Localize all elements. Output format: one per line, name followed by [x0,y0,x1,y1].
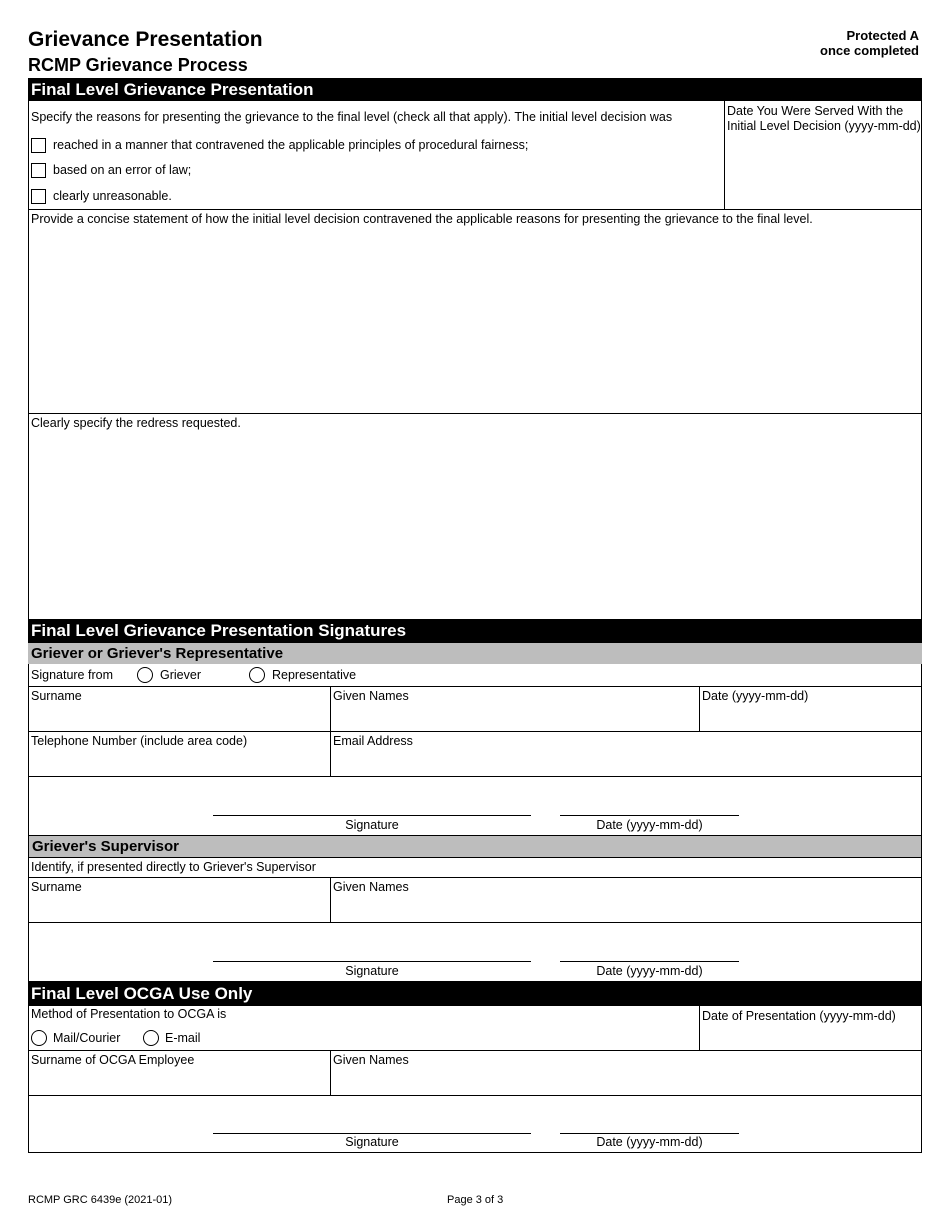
date-label: Date (yyyy-mm-dd) [702,689,809,703]
supervisor-given-names-field[interactable] [331,896,921,921]
surname-label: Surname [31,689,82,703]
checkbox-clearly-unreasonable[interactable] [31,189,46,204]
date-served-label-line-2: Initial Level Decision (yyyy-mm-dd) [727,119,921,133]
protected-line-1: Protected A [846,28,919,43]
email-label: Email Address [333,734,413,748]
supervisor-name-row [28,878,922,923]
date-of-presentation-label: Date of Presentation (yyyy-mm-dd) [702,1009,896,1023]
ocga-name-row [28,1051,922,1096]
supervisor-given-names-label: Given Names [333,880,409,894]
signature-label: Signature [345,818,399,832]
supervisor-identify-row [28,857,922,878]
redress-label: Clearly specify the redress requested. [31,416,241,430]
signature-row [28,777,922,836]
statement-label: Provide a concise statement of how the initial level decision contravened the applicable reasons for presenting the grievance to the final level. [31,212,813,226]
section-heading-ocga: Final Level OCGA Use Only [28,981,922,1006]
ocga-given-names-field[interactable] [331,1069,921,1094]
radio-representative-label: Representative [272,668,357,682]
given-names-label: Given Names [333,689,409,703]
supervisor-signature-date-label: Date (yyyy-mm-dd) [596,964,703,978]
supervisor-signature-line[interactable] [213,961,531,962]
email-field[interactable] [331,750,921,775]
supervisor-signature-date-line[interactable] [560,961,739,962]
supervisor-identify-label: Identify, if presented directly to Griever's Supervisor [31,860,316,874]
radio-griever[interactable] [137,667,153,683]
page-title: Grievance Presentation [28,28,263,51]
radio-griever-label: Griever [160,668,201,682]
option-error-of-law-label: based on an error of law; [53,163,192,177]
checkbox-procedural-fairness[interactable] [31,138,46,153]
telephone-label: Telephone Number (include area code) [31,734,248,748]
page-number: Page 3 of 3 [447,1194,504,1206]
radio-email[interactable] [143,1030,159,1046]
signature-date-line[interactable] [560,815,739,816]
telephone-field[interactable] [29,750,329,775]
signature-line[interactable] [213,815,531,816]
supervisor-signature-label: Signature [345,964,399,978]
supervisor-surname-label: Surname [31,880,82,894]
supervisor-surname-field[interactable] [29,896,329,921]
signature-from-label: Signature from [31,668,113,682]
page-subtitle: RCMP Grievance Process [28,55,248,75]
protected-line-2: once completed [820,43,919,58]
statement-field[interactable] [28,210,922,414]
option-clearly-unreasonable-label: clearly unreasonable. [53,189,172,203]
supervisor-signature-row [28,923,922,981]
checkbox-error-of-law[interactable] [31,163,46,178]
ocga-signature-row [28,1096,922,1153]
reasons-block [28,101,922,210]
radio-mail-courier-label: Mail/Courier [53,1031,121,1045]
option-procedural-fairness-label: reached in a manner that contravened the applicable principles of procedural fairness; [53,138,529,152]
radio-representative[interactable] [249,667,265,683]
name-row [28,687,922,732]
form-number: RCMP GRC 6439e (2021-01) [28,1194,173,1206]
subheading-supervisor: Griever's Supervisor [28,836,922,857]
given-names-field[interactable] [331,705,698,730]
ocga-given-names-label: Given Names [333,1053,409,1067]
section-heading-signatures: Final Level Grievance Presentation Signatures [28,619,922,643]
radio-email-label: E-mail [165,1031,201,1045]
ocga-method-row [28,1006,922,1051]
grievance-form [28,78,922,1153]
date-served-label-line-1: Date You Were Served With the [727,104,904,118]
date-served-field[interactable] [726,141,921,207]
signature-date-label: Date (yyyy-mm-dd) [596,818,703,832]
surname-field[interactable] [29,705,329,730]
reasons-intro: Specify the reasons for presenting the grievance to the final level (check all that apply). The initial level decision was [31,110,673,124]
date-served-label [727,104,921,134]
date-of-presentation-field[interactable] [700,1026,921,1049]
ocga-signature-date-label: Date (yyyy-mm-dd) [596,1135,703,1149]
ocga-surname-field[interactable] [29,1069,329,1094]
divider [724,101,725,209]
redress-field[interactable] [28,414,922,619]
ocga-signature-line[interactable] [213,1133,531,1134]
contact-row [28,732,922,777]
radio-mail-courier[interactable] [31,1030,47,1046]
section-heading-final-level: Final Level Grievance Presentation [28,78,922,101]
signature-from-row [28,664,922,687]
ocga-signature-date-line[interactable] [560,1133,739,1134]
method-label: Method of Presentation to OCGA is [31,1007,227,1021]
subheading-griever-representative: Griever or Griever's Representative [28,643,922,664]
date-field[interactable] [700,705,921,730]
ocga-signature-label: Signature [345,1135,399,1149]
protected-marking [820,28,919,58]
ocga-surname-label: Surname of OCGA Employee [31,1053,195,1067]
